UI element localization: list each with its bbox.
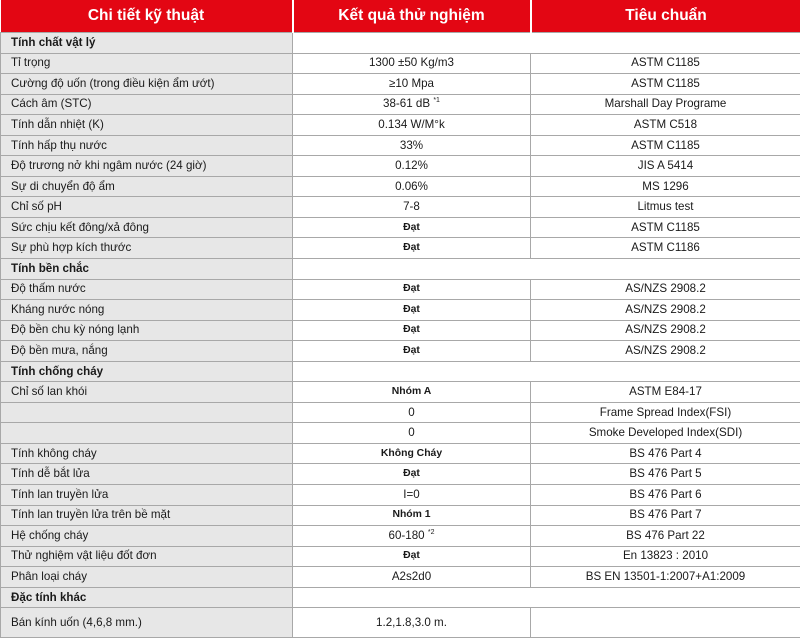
result-cell: [293, 567, 531, 588]
spec-cell: Chỉ số lan khói: [1, 382, 293, 403]
section-title: Tính bền chắc: [1, 259, 293, 280]
standard-cell: Litmus test: [531, 197, 800, 218]
result-cell: [293, 156, 531, 177]
section-row: [1, 361, 800, 382]
section-row: [1, 33, 800, 54]
table-row: [1, 423, 800, 444]
standard-cell: En 13823 : 2010: [531, 546, 800, 567]
result-text: 1.2,1.8,3.0 m.: [376, 616, 447, 629]
result-text: A2s2d0: [392, 570, 431, 583]
result-text: Không Cháy: [381, 448, 442, 459]
table-row: [1, 402, 800, 423]
result-cell: [293, 505, 531, 526]
spec-cell: Cách âm (STC): [1, 94, 293, 115]
result-cell: [293, 53, 531, 74]
standard-cell: BS 476 Part 7: [531, 505, 800, 526]
result-text: 0: [408, 406, 414, 419]
result-cell: [293, 341, 531, 362]
standard-cell: AS/NZS 2908.2: [531, 320, 800, 341]
standard-cell: JIS A 5414: [531, 156, 800, 177]
standard-cell: AS/NZS 2908.2: [531, 279, 800, 300]
result-cell: [293, 382, 531, 403]
header-standard: Tiêu chuẩn: [531, 0, 800, 33]
spec-cell: Độ thấm nước: [1, 279, 293, 300]
standard-cell: ASTM C518: [531, 115, 800, 136]
result-text: Đạt: [403, 324, 420, 335]
table-row: [1, 567, 800, 588]
section-title: Tính chất vật lý: [1, 33, 293, 54]
result-cell: [293, 485, 531, 506]
table-row: [1, 341, 800, 362]
spec-cell: Tính hấp thụ nước: [1, 135, 293, 156]
standard-cell: BS 476 Part 4: [531, 443, 800, 464]
table-row: [1, 53, 800, 74]
footnote-marker: *1: [433, 98, 440, 105]
result-text: 0.06%: [395, 180, 428, 193]
result-text: Nhóm 1: [392, 509, 430, 520]
result-cell: [293, 320, 531, 341]
table-row: [1, 546, 800, 567]
result-cell: [293, 423, 531, 444]
spec-cell: Phân loại cháy: [1, 567, 293, 588]
result-text: Đạt: [403, 550, 420, 561]
section-blank: [293, 361, 800, 382]
spec-cell: Độ trương nở khi ngâm nước (24 giờ): [1, 156, 293, 177]
result-text: 38-61 dB: [383, 97, 430, 110]
standard-cell: ASTM C1185: [531, 135, 800, 156]
spec-cell: Bán kính uốn (4,6,8 mm.): [1, 608, 293, 638]
result-cell: [293, 135, 531, 156]
spec-cell: Tính lan truyền lửa: [1, 485, 293, 506]
spec-cell: Tỉ trọng: [1, 53, 293, 74]
result-cell: [293, 608, 531, 638]
standard-cell: Frame Spread Index(FSI): [531, 402, 800, 423]
result-text: 0.134 W/M°k: [378, 118, 445, 131]
table-row: [1, 443, 800, 464]
result-cell: [293, 546, 531, 567]
spec-cell: Tính dẫn nhiệt (K): [1, 115, 293, 136]
result-text: 7-8: [403, 200, 420, 213]
standard-cell: AS/NZS 2908.2: [531, 341, 800, 362]
section-blank: [293, 259, 800, 280]
section-title: Tính chống cháy: [1, 361, 293, 382]
spec-cell: Sự di chuyển độ ẩm: [1, 176, 293, 197]
spec-cell: [1, 402, 293, 423]
header-spec: Chi tiết kỹ thuật: [1, 0, 293, 33]
result-cell: [293, 115, 531, 136]
spec-cell: Hệ chống cháy: [1, 526, 293, 547]
result-cell: [293, 217, 531, 238]
section-blank: [293, 33, 800, 54]
result-cell: [293, 94, 531, 115]
footnote-marker: *2: [428, 529, 435, 536]
result-text: 0: [408, 426, 414, 439]
table-row: [1, 526, 800, 547]
result-text: ≥10 Mpa: [389, 77, 434, 90]
section-blank: [293, 587, 800, 608]
header-result: Kết quả thử nghiệm: [293, 0, 531, 33]
table-row: [1, 300, 800, 321]
standard-cell: BS 476 Part 5: [531, 464, 800, 485]
table-row: [1, 176, 800, 197]
result-text: 0.12%: [395, 159, 428, 172]
spec-cell: Thử nghiệm vật liệu đốt đơn: [1, 546, 293, 567]
result-cell: [293, 176, 531, 197]
table-row: [1, 197, 800, 218]
spec-cell: Chỉ số pH: [1, 197, 293, 218]
table-row: [1, 135, 800, 156]
standard-cell: MS 1296: [531, 176, 800, 197]
table-row: [1, 320, 800, 341]
table-row: [1, 238, 800, 259]
standard-cell: AS/NZS 2908.2: [531, 300, 800, 321]
result-cell: [293, 279, 531, 300]
table-body: [1, 33, 800, 638]
result-text: Nhóm A: [392, 386, 431, 397]
spec-cell: Sức chịu kết đông/xả đông: [1, 217, 293, 238]
table-row: [1, 217, 800, 238]
result-text: Đạt: [403, 283, 420, 294]
spec-cell: Tính không cháy: [1, 443, 293, 464]
standard-cell: ASTM C1186: [531, 238, 800, 259]
result-text: Đạt: [403, 242, 420, 253]
standard-cell: Marshall Day Programe: [531, 94, 800, 115]
table-row: [1, 464, 800, 485]
result-text: 1300 ±50 Kg/m3: [369, 56, 454, 69]
table-row: [1, 608, 800, 638]
spec-cell: Độ bền chu kỳ nóng lạnh: [1, 320, 293, 341]
result-text: Đạt: [403, 345, 420, 356]
result-cell: [293, 526, 531, 547]
result-text: 33%: [400, 139, 423, 152]
result-text: I=0: [403, 488, 419, 501]
table-row: [1, 485, 800, 506]
standard-cell: ASTM C1185: [531, 53, 800, 74]
result-text: 60-180: [389, 529, 425, 542]
result-cell: [293, 74, 531, 95]
standard-cell: Smoke Developed Index(SDI): [531, 423, 800, 444]
spec-cell: Kháng nước nóng: [1, 300, 293, 321]
section-row: [1, 587, 800, 608]
result-cell: [293, 197, 531, 218]
result-cell: [293, 300, 531, 321]
standard-cell: ASTM C1185: [531, 74, 800, 95]
standard-cell: BS 476 Part 6: [531, 485, 800, 506]
table-row: [1, 115, 800, 136]
result-cell: [293, 464, 531, 485]
spec-cell: [1, 423, 293, 444]
result-text: Đạt: [403, 222, 420, 233]
spec-cell: Độ bền mưa, nắng: [1, 341, 293, 362]
standard-cell: ASTM C1185: [531, 217, 800, 238]
standard-cell: ASTM E84-17: [531, 382, 800, 403]
table-row: [1, 74, 800, 95]
spec-cell: Tính dễ bắt lửa: [1, 464, 293, 485]
result-cell: [293, 238, 531, 259]
result-cell: [293, 402, 531, 423]
result-text: Đạt: [403, 468, 420, 479]
table-row: [1, 505, 800, 526]
table-row: [1, 156, 800, 177]
spec-cell: Tính lan truyền lửa trên bề mặt: [1, 505, 293, 526]
table-row: [1, 279, 800, 300]
table-row: [1, 382, 800, 403]
standard-cell: BS 476 Part 22: [531, 526, 800, 547]
standard-cell: [531, 608, 800, 638]
spec-cell: Cường độ uốn (trong điều kiện ẩm ướt): [1, 74, 293, 95]
result-cell: [293, 443, 531, 464]
result-text: Đạt: [403, 304, 420, 315]
table-row: [1, 94, 800, 115]
spec-cell: Sự phù hợp kích thước: [1, 238, 293, 259]
section-row: [1, 259, 800, 280]
section-title: Đặc tính khác: [1, 587, 293, 608]
standard-cell: BS EN 13501-1:2007+A1:2009: [531, 567, 800, 588]
header-row: [1, 0, 800, 33]
